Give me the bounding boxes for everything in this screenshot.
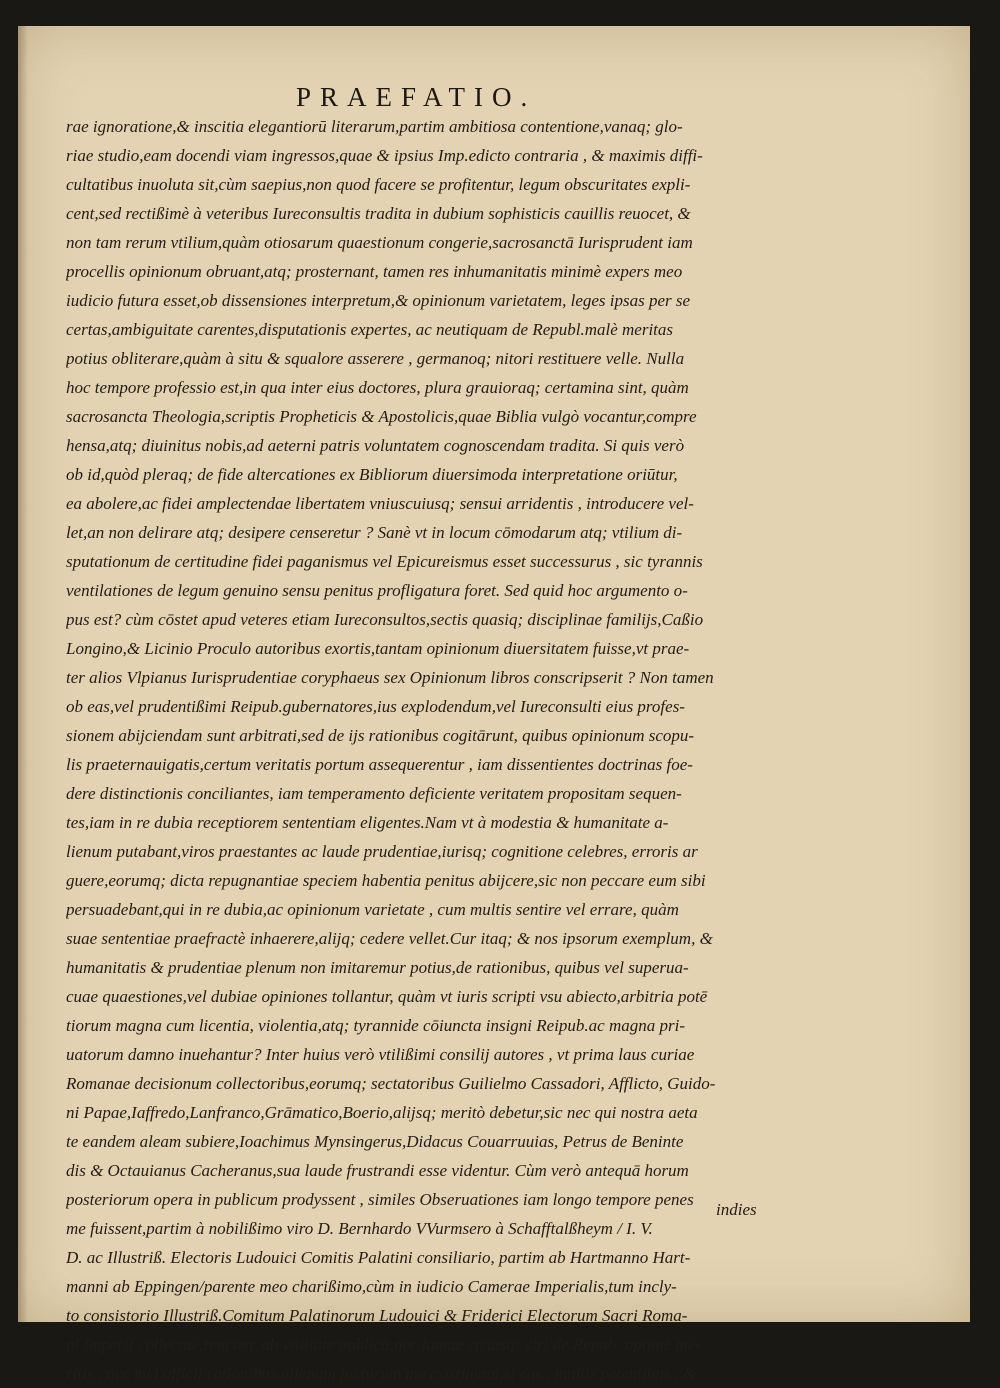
text-line: cent,sed rectißimè à veteribus Iureconsultis tradita in dubium sophisticis cauillis reuocet, & — [66, 204, 691, 223]
text-line: hensa,atq; diuinitus nobis,ad aeterni patris voluntatem cognoscendam tradita. Si quis verò — [66, 436, 685, 455]
text-line: tes,iam in re dubia receptiorem sententiam eligentes.Nam vt à modestia & humanitate a- — [66, 813, 669, 832]
text-line: humanitatis & prudentiae plenum non imitaremur potius,de rationibus, quibus vel superua- — [66, 958, 689, 977]
text-line: posteriorum opera in publicum prodyssent , similes Obseruationes iam longo tempore penes — [66, 1190, 694, 1209]
text-line: cultatibus inuoluta sit,cùm saepius,non quod facere se profitentur, legum obscuritates expli- — [66, 175, 691, 194]
text-line: ventilationes de legum genuino sensu penitus profligatura foret. Sed quid hoc argumento o- — [66, 581, 688, 600]
text-line: ni Imperij collectae,rem nec ab vtilitate publica,nec famae vtriusq; viri de Repub. optimè me- — [66, 1335, 701, 1354]
text-line: sputationum de certitudine fidei paganismus vel Epicureismus esset successurus , sic tyrannis — [66, 552, 703, 571]
text-line: D. ac Illustriß. Electoris Ludouici Comitis Palatini consiliario, partim ab Hartmanno Hart- — [66, 1248, 691, 1267]
text-line: lis praeternauigatis,certum veritatis portum assequerentur , iam dissentientes doctrinas foe- — [66, 755, 693, 774]
text-line: ob eas,vel prudentißimi Reipub.gubernatores,ius explodendum,vel Iureconsulti eius profes- — [66, 697, 685, 716]
text-line: manni ab Eppingen/parente meo charißimo,cùm in iudicio Camerae Imperialis,tum incly- — [66, 1277, 677, 1296]
text-line: lienum putabant,viros praestantes ac laude prudentiae,iurisq; cognitione celebres, erroris ar — [66, 842, 698, 861]
text-line: suae sententiae praefractè inhaerere,alijq; cedere vellet.Cur itaq; & nos ipsorum exemplum, & — [66, 929, 713, 948]
page-gutter-shadow — [18, 26, 28, 1322]
text-line: Longino,& Licinio Proculo autoribus exortis,tantam opinionum diuersitatem fuisse,vt prae- — [66, 639, 690, 658]
text-line: te eandem aleam subiere,Ioachimus Mynsingerus,Didacus Couarruuias, Petrus de Beninte — [66, 1132, 684, 1151]
text-line: ob id,quòd pleraq; de fide altercationes ex Bibliorum diuersimoda interpretatione oriūtur, — [66, 465, 678, 484]
text-line: ni Papae,Iaffredo,Lanfranco,Grāmatico,Boerio,alijsq; meritò debetur,sic nec qui nostra aeta — [66, 1103, 698, 1122]
text-line: uatorum damno inuehantur? Inter huius verò vtilißimi consilij autores , vt prima laus curiae — [66, 1045, 695, 1064]
text-line: Romanae decisionum collectoribus,eorumq; sectatoribus Guilielmo Cassadori, Afflicto, Guido- — [66, 1074, 716, 1093]
text-line: certas,ambiguitate carentes,disputationis expertes, ac neutiquam de Republ.malè meritas — [66, 320, 674, 339]
running-head: PRAEFATIO. — [296, 82, 537, 112]
text-line: sionem abijciendam sunt arbitrati,sed de ijs rationibus cogitārunt, quibus opinionum scopu- — [66, 726, 695, 745]
text-line: iudicio futura esset,ob dissensiones interpretum,& opinionum varietatem, leges ipsas per se — [66, 291, 691, 310]
text-line: rae ignoratione,& inscitia elegantiorū literarum,partim ambitiosa contentione,vanaq; glo- — [66, 117, 683, 136]
text-line: ter alios Vlpianus Iurisprudentiae coryphaeus sex Opinionum libros conscripserit ? Non tamen — [66, 668, 714, 687]
text-line: dere distinctionis conciliantes, iam temperamento deficiente veritatem propositam sequen- — [66, 784, 682, 803]
text-line: me fuissent,partim à nobilißimo viro D. Bernhardo VVurmsero à Schafftalßheym / I. V. — [66, 1219, 653, 1238]
text-line: non tam rerum vtilium,quàm otiosarum quaestionum congerie,sacrosanctā Iurisprudent iam — [66, 233, 693, 252]
catchword: indies — [716, 1200, 757, 1219]
text-line: tiorum magna cum licentia, violentia,atq; tyrannide cōiuncta insigni Reipub.ac magna pri- — [66, 1016, 685, 1035]
text-line: persuadebant,qui in re dubia,ac opinionum varietate , cum multis sentire vel errare, quàm — [66, 900, 679, 919]
text-line: hoc tempore professio est,in qua inter eius doctores, plura grauioraq; certamina sint, quàm — [66, 378, 689, 397]
text-line: pus est? cùm cōstet apud veteres etiam Iureconsultos,sectis quasiq; disciplinae familijs,Caßio — [66, 610, 704, 629]
text-line: potius obliterare,quàm à situ & squalore asserere , germanoq; nitori restituere velle. Nulla — [66, 349, 685, 368]
text-line: sacrosancta Theologia,scriptis Propheticis & Apostolicis,quae Biblia vulgò vocantur,compre — [66, 407, 697, 426]
text-line: dis & Octauianus Cacheranus,sua laude frustrandi esse videntur. Cùm verò antequā horum — [66, 1161, 689, 1180]
body-text — [66, 112, 772, 1388]
text-line: riae studio,eam docendi viam ingressos,quae & ipsius Imp.edicto contraria , & maximis diffi- — [66, 146, 703, 165]
text-line: cuae quaestiones,vel dubiae opiniones tollantur, quàm vt iuris scripti vsu abiecto,arbitria potē — [66, 987, 708, 1006]
text-line: ritis , nec mei officij rationibus alienam facturum me existimaui,si eas , multis petentibus , & — [66, 1364, 697, 1383]
text-line: let,an non delirare atq; desipere censeretur ? Sanè vt in locum cōmodarum atq; vtilium di- — [66, 523, 683, 542]
text-line: guere,eorumq; dicta repugnantiae speciem habentia penitus abijcere,sic non peccare eum sibi — [66, 871, 706, 890]
text-line: procellis opinionum obruant,atq; prosternant, tamen res inhumanitatis minimè expers meo — [66, 262, 683, 281]
text-line: ea abolere,ac fidei amplectendae libertatem vniuscuiusq; sensui arridentis , introducere vel- — [66, 494, 694, 513]
text-line: to consistorio Illustriß.Comitum Palatinorum Ludouici & Friderici Electorum Sacri Roma- — [66, 1306, 688, 1325]
